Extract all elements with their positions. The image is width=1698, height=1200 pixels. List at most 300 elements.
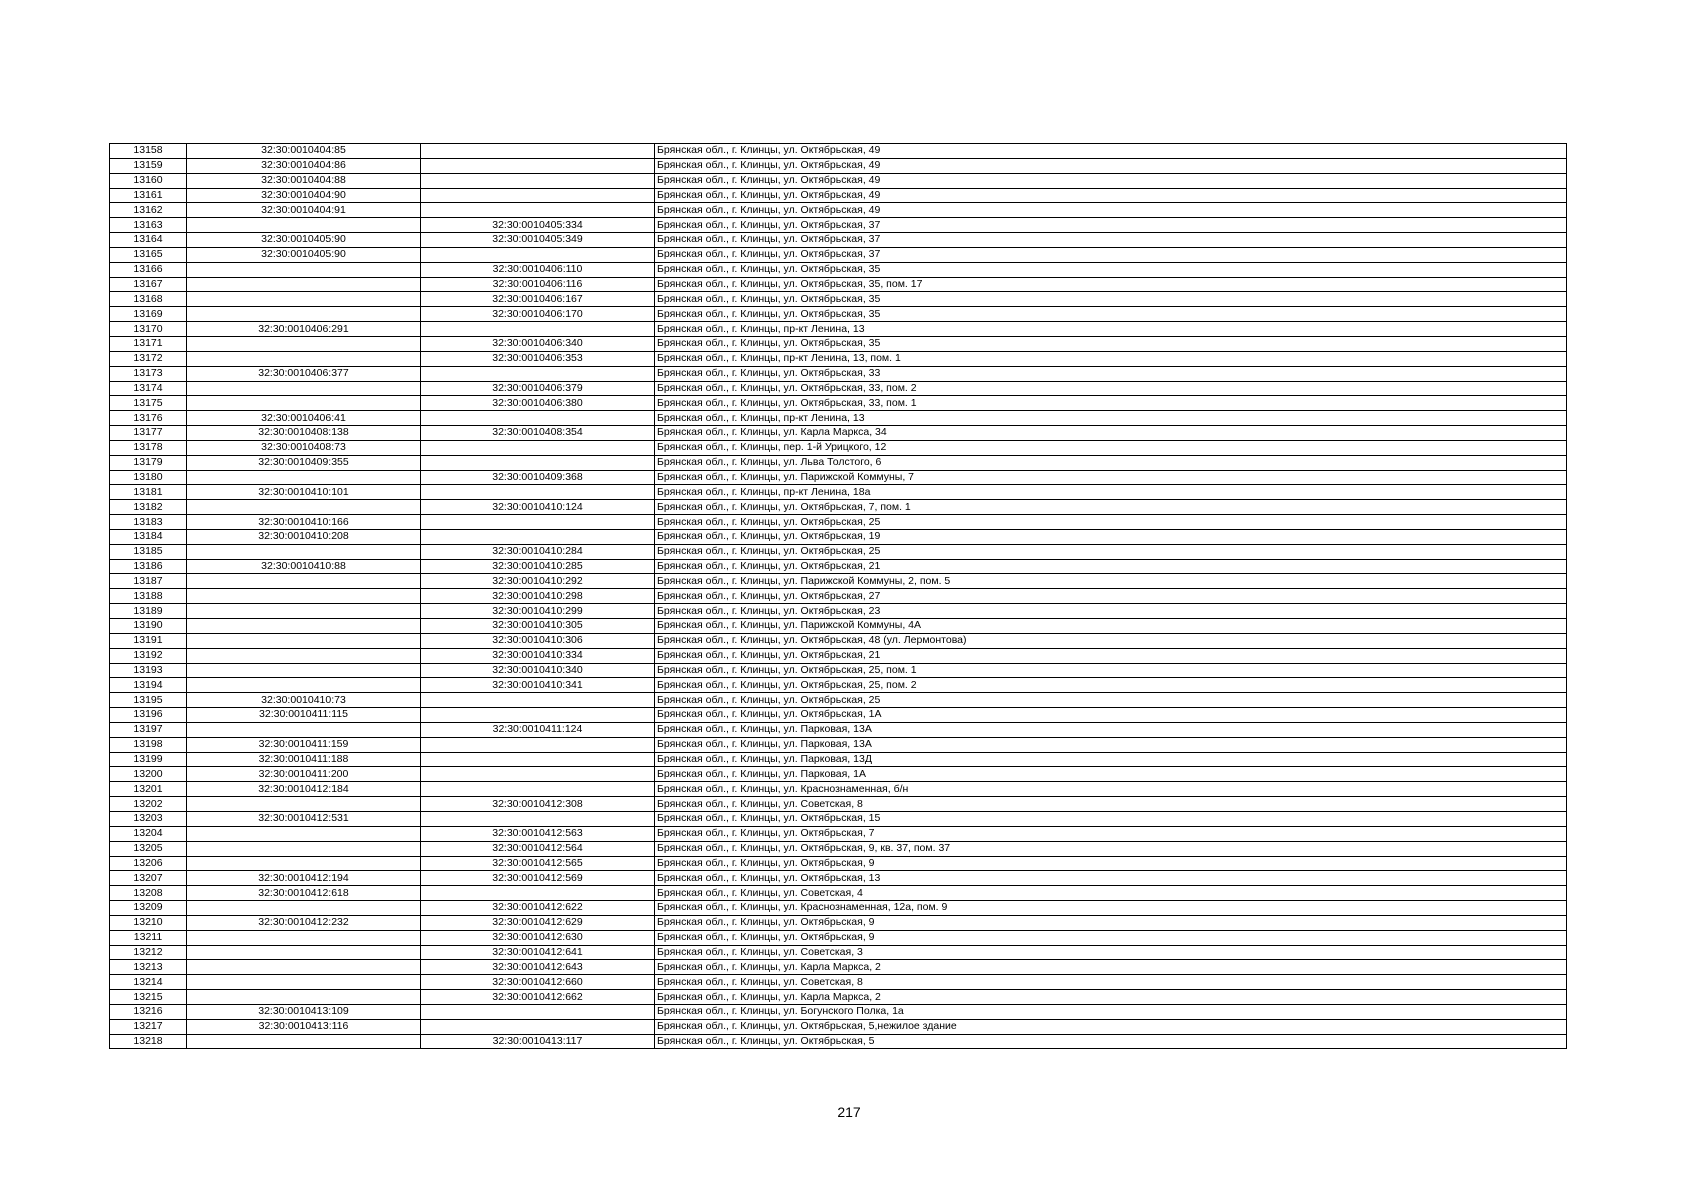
page-number: 217	[837, 1104, 861, 1120]
address-cell: Брянская обл., г. Клинцы, ул. Октябрьская, 7	[655, 826, 1567, 841]
related-cadastral-number-cell	[421, 411, 655, 426]
row-number-cell: 13167	[110, 277, 187, 292]
row-number-cell: 13211	[110, 930, 187, 945]
related-cadastral-number-cell: 32:30:0010410:305	[421, 619, 655, 634]
address-cell: Брянская обл., г. Клинцы, ул. Октябрьская, 35	[655, 262, 1567, 277]
related-cadastral-number-cell	[421, 485, 655, 500]
related-cadastral-number-cell: 32:30:0010412:308	[421, 797, 655, 812]
related-cadastral-number-cell: 32:30:0010410:298	[421, 589, 655, 604]
cadastral-number-cell	[187, 307, 421, 322]
cadastral-number-cell	[187, 604, 421, 619]
cadastral-number-cell: 32:30:0010412:618	[187, 886, 421, 901]
related-cadastral-number-cell	[421, 767, 655, 782]
cadastral-number-cell: 32:30:0010405:90	[187, 247, 421, 262]
row-number-cell: 13159	[110, 158, 187, 173]
table-row	[110, 811, 1567, 826]
row-number-cell: 13215	[110, 990, 187, 1005]
related-cadastral-number-cell: 32:30:0010410:285	[421, 559, 655, 574]
address-cell: Брянская обл., г. Клинцы, ул. Октябрьская, 37	[655, 233, 1567, 248]
address-cell: Брянская обл., г. Клинцы, ул. Октябрьская, 25	[655, 544, 1567, 559]
table-row	[110, 366, 1567, 381]
row-number-cell: 13168	[110, 292, 187, 307]
row-number-cell: 13186	[110, 559, 187, 574]
cadastral-number-cell	[187, 277, 421, 292]
related-cadastral-number-cell: 32:30:0010406:340	[421, 336, 655, 351]
table-row	[110, 203, 1567, 218]
cadastral-number-cell	[187, 975, 421, 990]
address-cell: Брянская обл., г. Клинцы, ул. Октябрьская, 21	[655, 648, 1567, 663]
address-cell: Брянская обл., г. Клинцы, ул. Октябрьская, 49	[655, 188, 1567, 203]
address-cell: Брянская обл., г. Клинцы, ул. Парковая, 13А	[655, 737, 1567, 752]
table-row	[110, 1004, 1567, 1019]
table-row	[110, 722, 1567, 737]
register-table-body	[110, 144, 1567, 1049]
address-cell: Брянская обл., г. Клинцы, ул. Октябрьская, 9, кв. 37, пом. 37	[655, 841, 1567, 856]
cadastral-number-cell	[187, 856, 421, 871]
address-cell: Брянская обл., г. Клинцы, пр-кт Ленина, 18а	[655, 485, 1567, 500]
cadastral-number-cell: 32:30:0010404:90	[187, 188, 421, 203]
related-cadastral-number-cell: 32:30:0010412:630	[421, 930, 655, 945]
related-cadastral-number-cell: 32:30:0010405:349	[421, 233, 655, 248]
table-row	[110, 930, 1567, 945]
row-number-cell: 13217	[110, 1019, 187, 1034]
cadastral-number-cell	[187, 262, 421, 277]
table-row	[110, 975, 1567, 990]
address-cell: Брянская обл., г. Клинцы, ул. Льва Толстого, 6	[655, 455, 1567, 470]
table-row	[110, 485, 1567, 500]
table-row	[110, 529, 1567, 544]
cadastral-number-cell: 32:30:0010406:41	[187, 411, 421, 426]
row-number-cell: 13188	[110, 589, 187, 604]
table-row	[110, 604, 1567, 619]
address-cell: Брянская обл., г. Клинцы, ул. Парижской Коммуны, 2, пом. 5	[655, 574, 1567, 589]
table-row	[110, 158, 1567, 173]
related-cadastral-number-cell	[421, 188, 655, 203]
related-cadastral-number-cell: 32:30:0010405:334	[421, 218, 655, 233]
table-row	[110, 500, 1567, 515]
address-cell: Брянская обл., г. Клинцы, ул. Октябрьская, 49	[655, 158, 1567, 173]
row-number-cell: 13197	[110, 722, 187, 737]
row-number-cell: 13189	[110, 604, 187, 619]
related-cadastral-number-cell	[421, 366, 655, 381]
cadastral-number-cell: 32:30:0010404:86	[187, 158, 421, 173]
related-cadastral-number-cell	[421, 144, 655, 159]
address-cell: Брянская обл., г. Клинцы, ул. Октябрьская, 35	[655, 307, 1567, 322]
cadastral-number-cell: 32:30:0010413:109	[187, 1004, 421, 1019]
row-number-cell: 13206	[110, 856, 187, 871]
related-cadastral-number-cell: 32:30:0010410:284	[421, 544, 655, 559]
cadastral-number-cell: 32:30:0010410:166	[187, 515, 421, 530]
related-cadastral-number-cell: 32:30:0010406:379	[421, 381, 655, 396]
related-cadastral-number-cell: 32:30:0010412:662	[421, 990, 655, 1005]
address-cell: Брянская обл., г. Клинцы, ул. Парковая, 13Д	[655, 752, 1567, 767]
table-row	[110, 515, 1567, 530]
address-cell: Брянская обл., г. Клинцы, ул. Богунского Полка, 1а	[655, 1004, 1567, 1019]
table-row	[110, 247, 1567, 262]
row-number-cell: 13178	[110, 440, 187, 455]
table-row	[110, 886, 1567, 901]
address-cell: Брянская обл., г. Клинцы, пр-кт Ленина, 13, пом. 1	[655, 351, 1567, 366]
row-number-cell: 13213	[110, 960, 187, 975]
address-cell: Брянская обл., г. Клинцы, ул. Карла Маркса, 2	[655, 960, 1567, 975]
address-cell: Брянская обл., г. Клинцы, ул. Октябрьская, 49	[655, 203, 1567, 218]
cadastral-number-cell	[187, 990, 421, 1005]
table-row	[110, 411, 1567, 426]
related-cadastral-number-cell: 32:30:0010406:353	[421, 351, 655, 366]
address-cell: Брянская обл., г. Клинцы, ул. Октябрьская, 33, пом. 1	[655, 396, 1567, 411]
table-row	[110, 678, 1567, 693]
cadastral-number-cell: 32:30:0010404:85	[187, 144, 421, 159]
related-cadastral-number-cell	[421, 693, 655, 708]
cadastral-number-cell	[187, 722, 421, 737]
address-cell: Брянская обл., г. Клинцы, ул. Краснознаменная, б/н	[655, 782, 1567, 797]
table-row	[110, 396, 1567, 411]
related-cadastral-number-cell	[421, 173, 655, 188]
related-cadastral-number-cell: 32:30:0010409:368	[421, 470, 655, 485]
row-number-cell: 13184	[110, 529, 187, 544]
row-number-cell: 13172	[110, 351, 187, 366]
address-cell: Брянская обл., г. Клинцы, ул. Октябрьская, 13	[655, 871, 1567, 886]
related-cadastral-number-cell	[421, 708, 655, 723]
table-row	[110, 470, 1567, 485]
row-number-cell: 13181	[110, 485, 187, 500]
cadastral-number-cell	[187, 218, 421, 233]
table-row	[110, 782, 1567, 797]
row-number-cell: 13214	[110, 975, 187, 990]
table-row	[110, 455, 1567, 470]
address-cell: Брянская обл., г. Клинцы, ул. Октябрьская, 9	[655, 930, 1567, 945]
table-row	[110, 544, 1567, 559]
row-number-cell: 13182	[110, 500, 187, 515]
table-row	[110, 277, 1567, 292]
related-cadastral-number-cell: 32:30:0010406:170	[421, 307, 655, 322]
row-number-cell: 13173	[110, 366, 187, 381]
row-number-cell: 13166	[110, 262, 187, 277]
related-cadastral-number-cell	[421, 886, 655, 901]
related-cadastral-number-cell	[421, 811, 655, 826]
row-number-cell: 13196	[110, 708, 187, 723]
address-cell: Брянская обл., г. Клинцы, ул. Парковая, 13А	[655, 722, 1567, 737]
table-row	[110, 871, 1567, 886]
row-number-cell: 13180	[110, 470, 187, 485]
table-row	[110, 797, 1567, 812]
row-number-cell: 13191	[110, 633, 187, 648]
table-row	[110, 589, 1567, 604]
cadastral-number-cell: 32:30:0010410:73	[187, 693, 421, 708]
table-row	[110, 990, 1567, 1005]
cadastral-number-cell: 32:30:0010406:291	[187, 322, 421, 337]
row-number-cell: 13158	[110, 144, 187, 159]
related-cadastral-number-cell: 32:30:0010412:569	[421, 871, 655, 886]
row-number-cell: 13209	[110, 901, 187, 916]
row-number-cell: 13190	[110, 619, 187, 634]
row-number-cell: 13200	[110, 767, 187, 782]
row-number-cell: 13192	[110, 648, 187, 663]
row-number-cell: 13199	[110, 752, 187, 767]
address-cell: Брянская обл., г. Клинцы, ул. Октябрьская, 37	[655, 247, 1567, 262]
address-cell: Брянская обл., г. Клинцы, ул. Октябрьская, 48 (ул. Лермонтова)	[655, 633, 1567, 648]
related-cadastral-number-cell	[421, 515, 655, 530]
table-row	[110, 262, 1567, 277]
address-cell: Брянская обл., г. Клинцы, ул. Октябрьская, 49	[655, 144, 1567, 159]
related-cadastral-number-cell	[421, 1019, 655, 1034]
related-cadastral-number-cell: 32:30:0010412:629	[421, 915, 655, 930]
cadastral-number-cell	[187, 930, 421, 945]
address-cell: Брянская обл., г. Клинцы, ул. Октябрьская, 35, пом. 17	[655, 277, 1567, 292]
row-number-cell: 13187	[110, 574, 187, 589]
cadastral-number-cell	[187, 1034, 421, 1049]
address-cell: Брянская обл., г. Клинцы, ул. Карла Маркса, 2	[655, 990, 1567, 1005]
table-row	[110, 915, 1567, 930]
cadastral-number-cell	[187, 678, 421, 693]
address-cell: Брянская обл., г. Клинцы, ул. Октябрьская, 23	[655, 604, 1567, 619]
cadastral-number-cell	[187, 589, 421, 604]
cadastral-number-cell: 32:30:0010410:88	[187, 559, 421, 574]
row-number-cell: 13218	[110, 1034, 187, 1049]
row-number-cell: 13165	[110, 247, 187, 262]
related-cadastral-number-cell: 32:30:0010410:124	[421, 500, 655, 515]
table-row	[110, 901, 1567, 916]
table-row	[110, 322, 1567, 337]
table-row	[110, 663, 1567, 678]
cadastral-number-cell: 32:30:0010411:159	[187, 737, 421, 752]
related-cadastral-number-cell: 32:30:0010412:622	[421, 901, 655, 916]
cadastral-number-cell: 32:30:0010412:232	[187, 915, 421, 930]
table-row	[110, 144, 1567, 159]
cadastral-number-cell: 32:30:0010410:208	[187, 529, 421, 544]
related-cadastral-number-cell	[421, 1004, 655, 1019]
cadastral-number-cell: 32:30:0010412:531	[187, 811, 421, 826]
row-number-cell: 13174	[110, 381, 187, 396]
cadastral-number-cell: 32:30:0010412:184	[187, 782, 421, 797]
row-number-cell: 13194	[110, 678, 187, 693]
table-row	[110, 619, 1567, 634]
address-cell: Брянская обл., г. Клинцы, ул. Парижской Коммуны, 4А	[655, 619, 1567, 634]
related-cadastral-number-cell	[421, 203, 655, 218]
related-cadastral-number-cell	[421, 782, 655, 797]
address-cell: Брянская обл., г. Клинцы, ул. Октябрьская, 25, пом. 2	[655, 678, 1567, 693]
table-row	[110, 173, 1567, 188]
table-row	[110, 574, 1567, 589]
row-number-cell: 13185	[110, 544, 187, 559]
address-cell: Брянская обл., г. Клинцы, ул. Октябрьская, 7, пом. 1	[655, 500, 1567, 515]
table-row	[110, 351, 1567, 366]
cadastral-number-cell: 32:30:0010405:90	[187, 233, 421, 248]
table-row	[110, 826, 1567, 841]
table-row	[110, 960, 1567, 975]
cadastral-number-cell	[187, 619, 421, 634]
cadastral-number-cell: 32:30:0010406:377	[187, 366, 421, 381]
related-cadastral-number-cell: 32:30:0010410:299	[421, 604, 655, 619]
cadastral-number-cell	[187, 841, 421, 856]
cadastral-number-cell	[187, 396, 421, 411]
related-cadastral-number-cell: 32:30:0010410:341	[421, 678, 655, 693]
cadastral-number-cell	[187, 633, 421, 648]
address-cell: Брянская обл., г. Клинцы, ул. Октябрьская, 25, пом. 1	[655, 663, 1567, 678]
related-cadastral-number-cell: 32:30:0010406:380	[421, 396, 655, 411]
row-number-cell: 13203	[110, 811, 187, 826]
row-number-cell: 13176	[110, 411, 187, 426]
related-cadastral-number-cell	[421, 247, 655, 262]
row-number-cell: 13162	[110, 203, 187, 218]
row-number-cell: 13175	[110, 396, 187, 411]
row-number-cell: 13170	[110, 322, 187, 337]
address-cell: Брянская обл., г. Клинцы, ул. Октябрьская, 25	[655, 515, 1567, 530]
table-row	[110, 633, 1567, 648]
row-number-cell: 13193	[110, 663, 187, 678]
table-row	[110, 218, 1567, 233]
related-cadastral-number-cell: 32:30:0010412:564	[421, 841, 655, 856]
related-cadastral-number-cell: 32:30:0010412:660	[421, 975, 655, 990]
row-number-cell: 13161	[110, 188, 187, 203]
address-cell: Брянская обл., г. Клинцы, ул. Октябрьская, 49	[655, 173, 1567, 188]
related-cadastral-number-cell	[421, 322, 655, 337]
row-number-cell: 13183	[110, 515, 187, 530]
row-number-cell: 13216	[110, 1004, 187, 1019]
cadastral-number-cell	[187, 945, 421, 960]
address-cell: Брянская обл., г. Клинцы, ул. Октябрьская, 19	[655, 529, 1567, 544]
row-number-cell: 13177	[110, 426, 187, 441]
row-number-cell: 13201	[110, 782, 187, 797]
cadastral-number-cell: 32:30:0010409:355	[187, 455, 421, 470]
cadastral-number-cell: 32:30:0010408:138	[187, 426, 421, 441]
address-cell: Брянская обл., г. Клинцы, ул. Октябрьская, 1А	[655, 708, 1567, 723]
related-cadastral-number-cell: 32:30:0010412:641	[421, 945, 655, 960]
table-row	[110, 233, 1567, 248]
cadastral-number-cell	[187, 960, 421, 975]
related-cadastral-number-cell: 32:30:0010408:354	[421, 426, 655, 441]
address-cell: Брянская обл., г. Клинцы, ул. Парковая, 1А	[655, 767, 1567, 782]
related-cadastral-number-cell	[421, 440, 655, 455]
address-cell: Брянская обл., г. Клинцы, ул. Октябрьская, 9	[655, 915, 1567, 930]
row-number-cell: 13210	[110, 915, 187, 930]
cadastral-number-cell	[187, 663, 421, 678]
table-row	[110, 307, 1567, 322]
cadastral-number-cell	[187, 574, 421, 589]
cadastral-number-cell	[187, 826, 421, 841]
table-row	[110, 693, 1567, 708]
cadastral-number-cell	[187, 351, 421, 366]
cadastral-number-cell	[187, 336, 421, 351]
address-cell: Брянская обл., г. Клинцы, ул. Октябрьская, 25	[655, 693, 1567, 708]
row-number-cell: 13179	[110, 455, 187, 470]
cadastral-number-cell	[187, 500, 421, 515]
address-cell: Брянская обл., г. Клинцы, ул. Краснознаменная, 12а, пом. 9	[655, 901, 1567, 916]
cadastral-number-cell	[187, 470, 421, 485]
related-cadastral-number-cell: 32:30:0010410:306	[421, 633, 655, 648]
related-cadastral-number-cell: 32:30:0010406:167	[421, 292, 655, 307]
table-row	[110, 440, 1567, 455]
table-row	[110, 708, 1567, 723]
table-row	[110, 648, 1567, 663]
address-cell: Брянская обл., г. Клинцы, ул. Октябрьская, 27	[655, 589, 1567, 604]
related-cadastral-number-cell: 32:30:0010406:110	[421, 262, 655, 277]
cadastral-number-cell	[187, 797, 421, 812]
related-cadastral-number-cell: 32:30:0010411:124	[421, 722, 655, 737]
row-number-cell: 13204	[110, 826, 187, 841]
address-cell: Брянская обл., г. Клинцы, ул. Октябрьская, 15	[655, 811, 1567, 826]
cadastral-number-cell	[187, 381, 421, 396]
address-cell: Брянская обл., г. Клинцы, ул. Октябрьская, 35	[655, 336, 1567, 351]
address-cell: Брянская обл., г. Клинцы, ул. Парижской Коммуны, 7	[655, 470, 1567, 485]
cadastral-number-cell	[187, 901, 421, 916]
address-cell: Брянская обл., г. Клинцы, пр-кт Ленина, 13	[655, 322, 1567, 337]
cadastral-number-cell	[187, 544, 421, 559]
table-row	[110, 752, 1567, 767]
row-number-cell: 13195	[110, 693, 187, 708]
related-cadastral-number-cell: 32:30:0010412:643	[421, 960, 655, 975]
related-cadastral-number-cell: 32:30:0010412:563	[421, 826, 655, 841]
row-number-cell: 13207	[110, 871, 187, 886]
row-number-cell: 13208	[110, 886, 187, 901]
row-number-cell: 13202	[110, 797, 187, 812]
address-cell: Брянская обл., г. Клинцы, ул. Советская, 3	[655, 945, 1567, 960]
cadastral-number-cell: 32:30:0010411:115	[187, 708, 421, 723]
cadastral-number-cell	[187, 292, 421, 307]
table-row	[110, 559, 1567, 574]
related-cadastral-number-cell	[421, 752, 655, 767]
cadastral-number-cell: 32:30:0010404:91	[187, 203, 421, 218]
address-cell: Брянская обл., г. Клинцы, ул. Октябрьская, 9	[655, 856, 1567, 871]
address-cell: Брянская обл., г. Клинцы, ул. Октябрьская, 37	[655, 218, 1567, 233]
related-cadastral-number-cell: 32:30:0010413:117	[421, 1034, 655, 1049]
table-row	[110, 737, 1567, 752]
related-cadastral-number-cell: 32:30:0010410:292	[421, 574, 655, 589]
related-cadastral-number-cell: 32:30:0010410:340	[421, 663, 655, 678]
cadastral-number-cell: 32:30:0010410:101	[187, 485, 421, 500]
row-number-cell: 13171	[110, 336, 187, 351]
table-row	[110, 945, 1567, 960]
address-cell: Брянская обл., г. Клинцы, ул. Советская, 8	[655, 975, 1567, 990]
address-cell: Брянская обл., г. Клинцы, ул. Октябрьская, 33, пом. 2	[655, 381, 1567, 396]
property-register-table	[109, 143, 1567, 1049]
table-row	[110, 841, 1567, 856]
table-row	[110, 188, 1567, 203]
table-row	[110, 381, 1567, 396]
row-number-cell: 13198	[110, 737, 187, 752]
row-number-cell: 13212	[110, 945, 187, 960]
address-cell: Брянская обл., г. Клинцы, ул. Октябрьская, 5	[655, 1034, 1567, 1049]
address-cell: Брянская обл., г. Клинцы, пр-кт Ленина, 13	[655, 411, 1567, 426]
related-cadastral-number-cell	[421, 455, 655, 470]
table-row	[110, 426, 1567, 441]
cadastral-number-cell	[187, 648, 421, 663]
address-cell: Брянская обл., г. Клинцы, ул. Советская, 8	[655, 797, 1567, 812]
row-number-cell: 13163	[110, 218, 187, 233]
cadastral-number-cell: 32:30:0010411:188	[187, 752, 421, 767]
table-row	[110, 856, 1567, 871]
related-cadastral-number-cell: 32:30:0010410:334	[421, 648, 655, 663]
related-cadastral-number-cell	[421, 158, 655, 173]
address-cell: Брянская обл., г. Клинцы, ул. Октябрьская, 5,нежилое здание	[655, 1019, 1567, 1034]
address-cell: Брянская обл., г. Клинцы, ул. Октябрьская, 21	[655, 559, 1567, 574]
cadastral-number-cell: 32:30:0010411:200	[187, 767, 421, 782]
related-cadastral-number-cell: 32:30:0010412:565	[421, 856, 655, 871]
row-number-cell: 13205	[110, 841, 187, 856]
cadastral-number-cell: 32:30:0010408:73	[187, 440, 421, 455]
row-number-cell: 13164	[110, 233, 187, 248]
cadastral-number-cell: 32:30:0010413:116	[187, 1019, 421, 1034]
address-cell: Брянская обл., г. Клинцы, ул. Советская, 4	[655, 886, 1567, 901]
address-cell: Брянская обл., г. Клинцы, пер. 1-й Урицкого, 12	[655, 440, 1567, 455]
address-cell: Брянская обл., г. Клинцы, ул. Карла Маркса, 34	[655, 426, 1567, 441]
cadastral-number-cell: 32:30:0010412:194	[187, 871, 421, 886]
row-number-cell: 13169	[110, 307, 187, 322]
row-number-cell: 13160	[110, 173, 187, 188]
related-cadastral-number-cell: 32:30:0010406:116	[421, 277, 655, 292]
table-row	[110, 292, 1567, 307]
address-cell: Брянская обл., г. Клинцы, ул. Октябрьская, 33	[655, 366, 1567, 381]
